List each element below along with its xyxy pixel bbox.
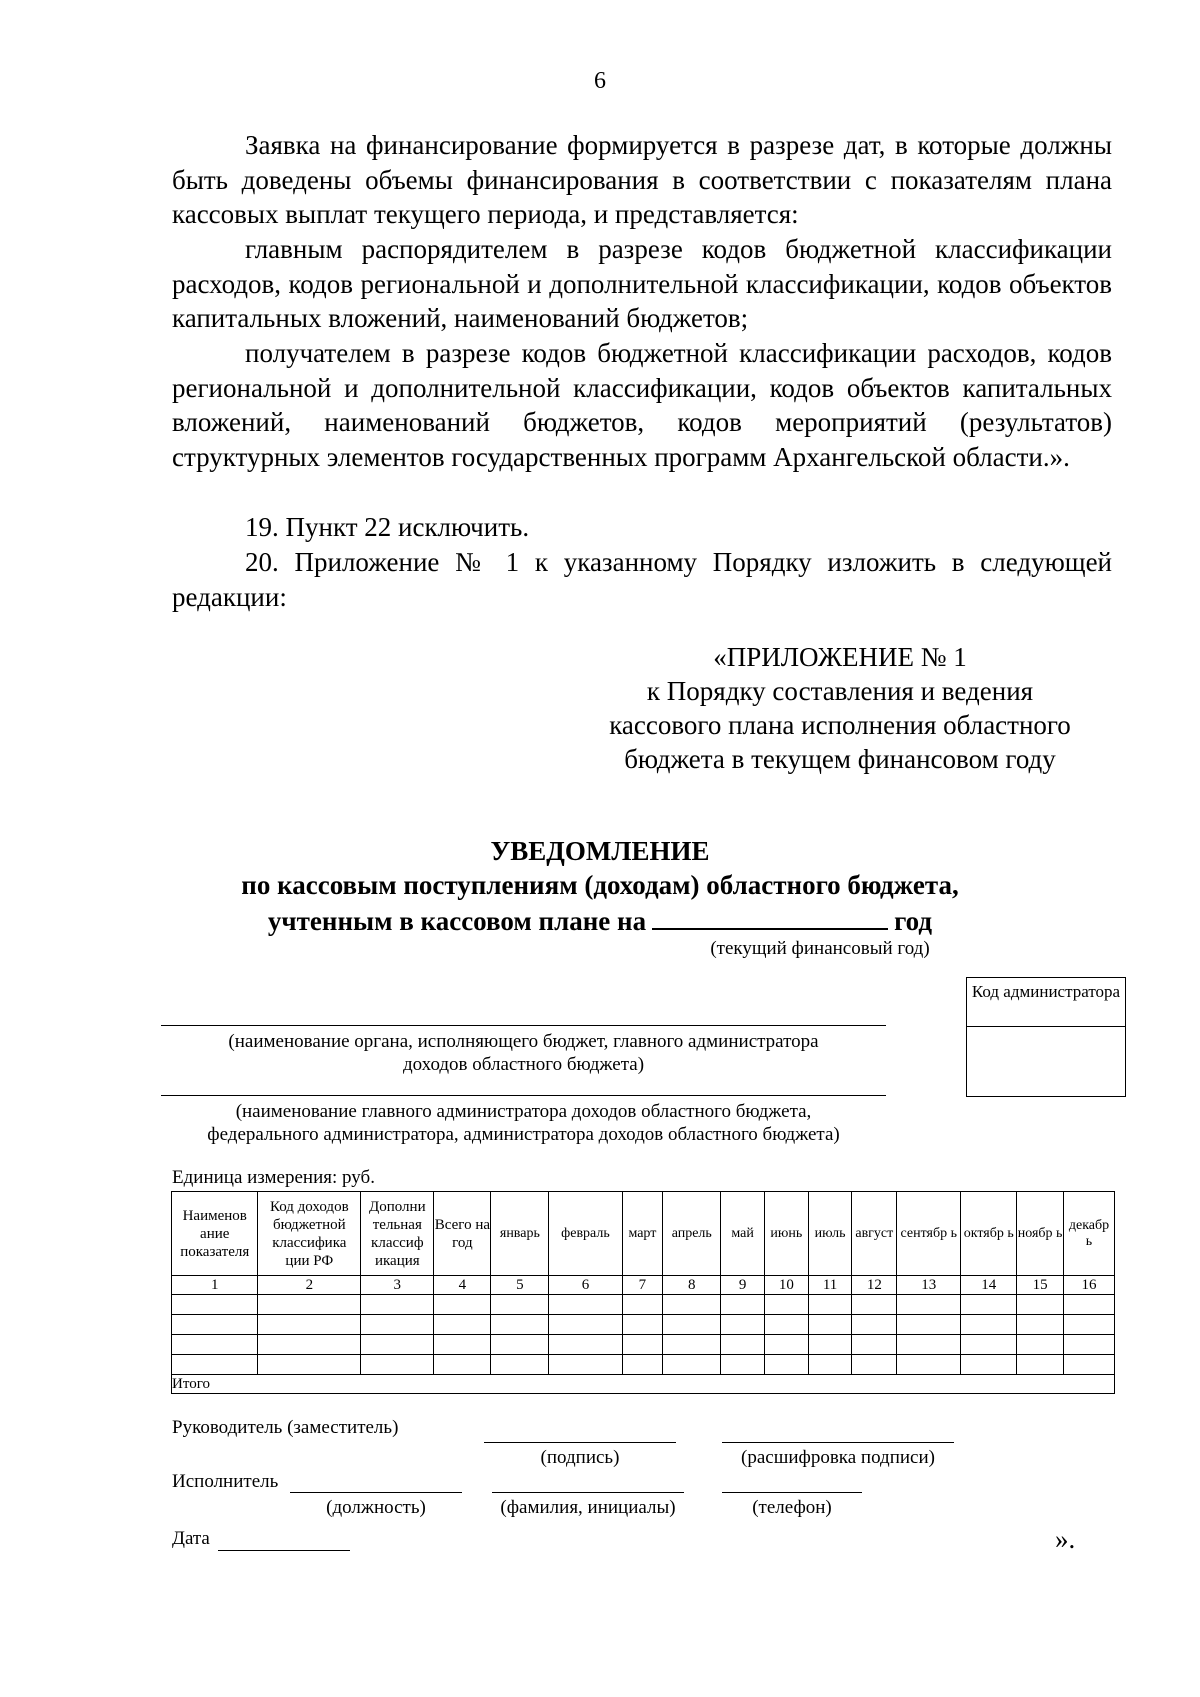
signature-line bbox=[484, 1442, 676, 1443]
header-november: ноябр ь bbox=[1017, 1192, 1064, 1276]
column-number: 6 bbox=[549, 1276, 622, 1295]
appendix-line-4: бюджета в текущем финансовом году bbox=[624, 744, 1056, 774]
header-march: март bbox=[622, 1192, 663, 1276]
column-number: 11 bbox=[808, 1276, 852, 1295]
decode-hint: (расшифровка подписи) bbox=[741, 1447, 935, 1468]
year-hint: (текущий финансовый год) bbox=[710, 938, 930, 959]
header-july: июль bbox=[808, 1192, 852, 1276]
column-number: 3 bbox=[361, 1276, 434, 1295]
plan-line-text: учтенным в кассовом плане на bbox=[267, 906, 647, 936]
phone-hint: (телефон) bbox=[752, 1497, 832, 1518]
column-number: 4 bbox=[434, 1276, 491, 1295]
paragraph-main-manager: главным распорядителем в разрезе кодов бюджетной классификации расходов, кодов региональной и дополнительной классификации, кодов объектов капитальных вложений, наименований бюджетов; bbox=[172, 234, 1112, 334]
table-row bbox=[172, 1315, 1115, 1335]
admin-name-hint bbox=[161, 1100, 886, 1146]
date-line bbox=[218, 1550, 350, 1551]
header-may: май bbox=[721, 1192, 765, 1276]
paragraph-financing-request: Заявка на финансирование формируется в разрезе дат, в которые должны быть доведены объемы финансирования в соответствии с показателям плана кассовых выплат текущего периода, и представляется: bbox=[172, 130, 1112, 230]
position-hint: (должность) bbox=[326, 1497, 426, 1518]
paragraph-item-20: 20. Приложение № 1 к указанному Порядку изложить в следующей редакции: bbox=[172, 547, 1112, 612]
date-label: Дата bbox=[172, 1528, 210, 1549]
table-row bbox=[172, 1355, 1115, 1375]
header-april: апрель bbox=[663, 1192, 721, 1276]
column-number: 14 bbox=[961, 1276, 1017, 1295]
year-blank bbox=[652, 902, 888, 930]
column-number: 10 bbox=[764, 1276, 808, 1295]
appendix-line-1: «ПРИЛОЖЕНИЕ № 1 bbox=[713, 642, 967, 672]
column-number: 1 bbox=[172, 1276, 258, 1295]
head-label: Руководитель (заместитель) bbox=[172, 1417, 399, 1438]
admin-hint-line-1: (наименование главного администратора доходов областного бюджета, bbox=[235, 1101, 812, 1122]
org-hint-line-2: доходов областного бюджета) bbox=[402, 1054, 645, 1075]
appendix-header bbox=[560, 640, 1120, 776]
name-hint: (фамилия, инициалы) bbox=[500, 1497, 676, 1518]
column-number: 8 bbox=[663, 1276, 721, 1295]
executor-label: Исполнитель bbox=[172, 1471, 279, 1492]
header-indicator-name: Наименов ание показателя bbox=[172, 1192, 258, 1276]
decode-line bbox=[722, 1442, 954, 1443]
header-year-total: Всего на год bbox=[434, 1192, 491, 1276]
header-january: январь bbox=[491, 1192, 549, 1276]
unit-of-measure: Единица измерения: руб. bbox=[172, 1167, 375, 1188]
org-name-hint bbox=[161, 1030, 886, 1076]
column-number-row bbox=[172, 1276, 1115, 1295]
column-number: 13 bbox=[897, 1276, 961, 1295]
header-october: октябр ь bbox=[961, 1192, 1017, 1276]
phone-line bbox=[722, 1492, 862, 1493]
position-line bbox=[290, 1492, 462, 1493]
admin-hint-line-2: федерального администратора, администратора доходов областного бюджета) bbox=[207, 1124, 840, 1145]
notice-plan-line bbox=[0, 902, 1200, 937]
column-number: 15 bbox=[1017, 1276, 1064, 1295]
table-row bbox=[172, 1295, 1115, 1315]
header-august: август bbox=[852, 1192, 897, 1276]
header-september: сентябр ь bbox=[897, 1192, 961, 1276]
paragraph-recipient: получателем в разрезе кодов бюджетной классификации расходов, кодов региональной и дополнительной классификации, кодов объектов капитальных вложений, наименований бюджетов, кодов мероприятий (результатов) структурных элементов государственных программ Архангельской области.». bbox=[172, 338, 1112, 472]
admin-code-label: Код администратора bbox=[967, 978, 1125, 1027]
signature-hint: (подпись) bbox=[540, 1447, 620, 1468]
column-number: 12 bbox=[852, 1276, 897, 1295]
total-row bbox=[172, 1375, 1115, 1394]
org-name-line bbox=[161, 1025, 886, 1026]
paragraph-item-19: 19. Пункт 22 исключить. bbox=[245, 512, 530, 542]
header-february: февраль bbox=[549, 1192, 622, 1276]
column-number: 16 bbox=[1063, 1276, 1114, 1295]
admin-name-line bbox=[161, 1095, 886, 1096]
header-income-code: Код доходов бюджетной классифика ции РФ bbox=[258, 1192, 361, 1276]
appendix-line-2: к Порядку составления и ведения bbox=[646, 676, 1034, 706]
header-december: декабр ь bbox=[1063, 1192, 1114, 1276]
income-table bbox=[171, 1191, 1115, 1394]
table-header-row bbox=[172, 1192, 1115, 1276]
column-number: 7 bbox=[622, 1276, 663, 1295]
table-row bbox=[172, 1335, 1115, 1355]
header-june: июнь bbox=[764, 1192, 808, 1276]
notice-title: УВЕДОМЛЕНИЕ bbox=[490, 836, 710, 866]
page-number: 6 bbox=[594, 68, 606, 94]
admin-code-box bbox=[966, 977, 1126, 1097]
header-additional-classification: Дополни тельная классиф икация bbox=[361, 1192, 434, 1276]
column-number: 2 bbox=[258, 1276, 361, 1295]
total-label: Итого bbox=[172, 1375, 1115, 1394]
notice-subtitle: по кассовым поступлениям (доходам) областного бюджета, bbox=[241, 870, 959, 900]
closing-quote: ». bbox=[1055, 1524, 1076, 1554]
column-number: 5 bbox=[491, 1276, 549, 1295]
appendix-line-3: кассового плана исполнения областного bbox=[609, 710, 1071, 740]
name-line bbox=[492, 1492, 684, 1493]
column-number: 9 bbox=[721, 1276, 765, 1295]
org-hint-line-1: (наименование органа, исполняющего бюджет, главного администратора bbox=[228, 1031, 819, 1052]
plan-line-year: год bbox=[894, 906, 933, 936]
